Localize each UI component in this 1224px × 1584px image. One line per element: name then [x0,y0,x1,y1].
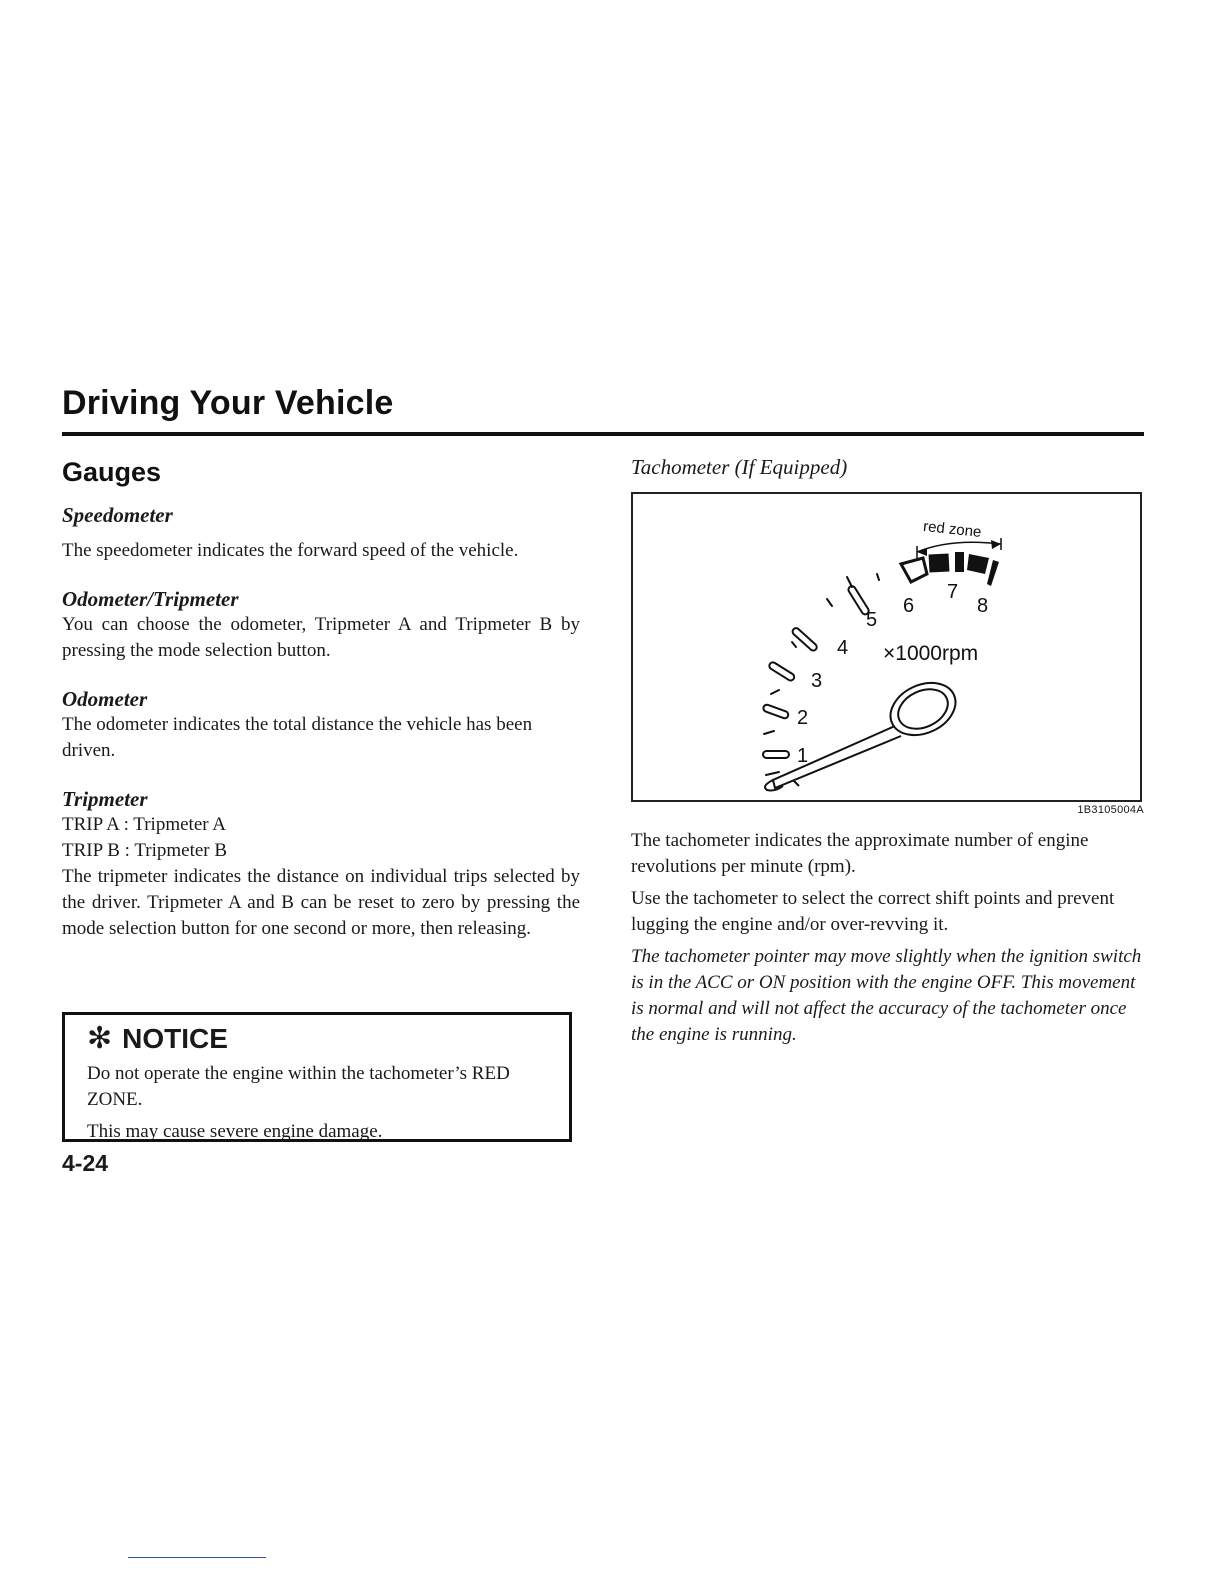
tachometer-figure [631,492,1142,802]
tachometer-note: The tachometer pointer may move slightly when the ignition switch is in the ACC or ON position with the engine OFF. This movement is normal and will not affect the accuracy of the tachometer once the engine is running. [631,946,1142,1045]
chapter-rule [62,432,1144,436]
scale-number-5: 5 [866,609,878,631]
figure-code: 1B3105004A [1077,804,1144,816]
odometer-tripmeter-heading: Odometer/Tripmeter [62,587,239,611]
notice-header [87,1019,547,1059]
tachometer-para-2: Use the tachometer to select the correct shift points and prevent lugging the engine and/or over-revving it. [631,888,1115,935]
trip-a-line: TRIP A : Tripmeter A [62,814,226,835]
red-zone-label: red zone [922,517,983,541]
scale-number-2: 2 [797,707,809,729]
tripmeter-heading: Tripmeter [62,787,148,811]
figure-title: Tachometer (If Equipped) [631,455,848,479]
scale-number-3: 3 [811,670,823,692]
notice-line-1: Do not operate the engine within the tachometer’s RED ZONE. [87,1063,510,1110]
left-column [62,452,580,942]
tachometer-para-1: The tachometer indicates the approximate number of engine revolutions per minute (rpm). [631,830,1089,877]
chapter-title: Driving Your Vehicle [62,384,394,422]
asterisk-icon: ✻ [87,1022,113,1055]
notice-box [62,1012,572,1142]
notice-line-2: This may cause severe engine damage. [87,1121,383,1142]
speedometer-text: The speedometer indicates the forward speed of the vehicle. [62,540,519,561]
odometer-tripmeter-text: You can choose the odometer, Tripmeter A and Tripmeter B by pressing the mode selection button. [62,614,580,661]
odometer-text: The odometer indicates the total distance the vehicle has been driven. [62,714,533,761]
speedometer-heading: Speedometer [62,503,173,527]
unit-label: ×1000rpm [883,642,979,665]
tachometer-illustration [633,494,1144,804]
right-column [631,452,1144,1048]
odometer-heading: Odometer [62,687,148,711]
notice-title: NOTICE [122,1023,228,1054]
page-number: 4-24 [62,1150,109,1176]
tachometer-pointer [765,673,964,791]
scale-number-1: 1 [797,745,809,767]
scale-number-8: 8 [977,595,989,617]
footer-line [128,1557,266,1558]
section-title: Gauges [62,457,162,487]
scale-number-6: 6 [903,595,915,617]
scale-number-7: 7 [947,581,959,603]
scale-number-4: 4 [837,637,849,659]
trip-b-line: TRIP B : Tripmeter B [62,840,228,861]
tripmeter-text: The tripmeter indicates the distance on individual trips selected by the driver. Tripmeter A and B can be reset to zero by pressing the mode selection button for one second or more, then releasing. [62,866,580,939]
